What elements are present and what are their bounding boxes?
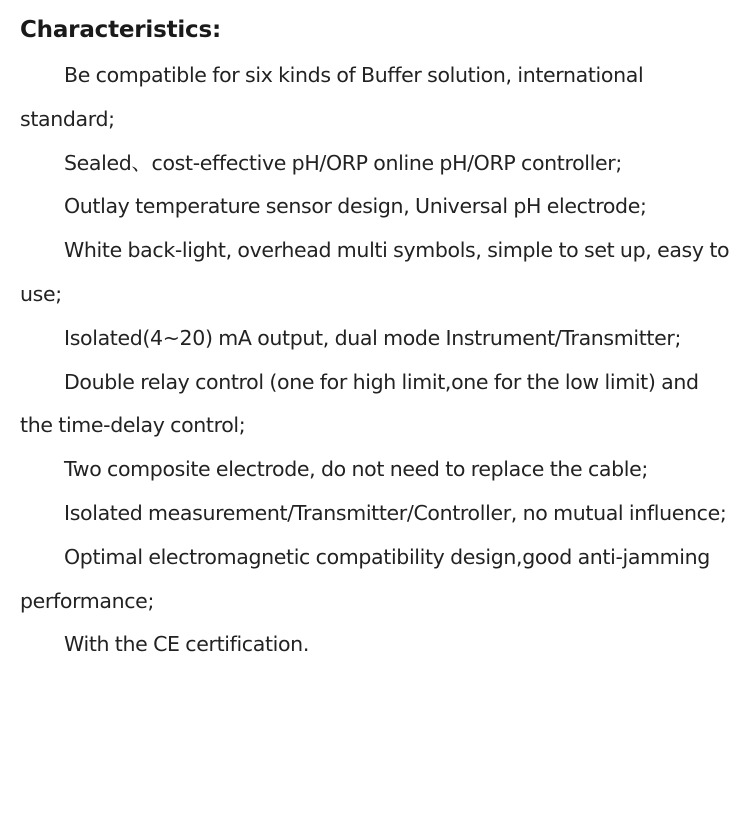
list-item: Two composite electrode, do not need to replace the cable; xyxy=(64,457,648,482)
characteristics-section xyxy=(20,12,732,667)
list-item: With the CE certification. xyxy=(64,632,309,657)
list-item: Isolated measurement/Transmitter/Controller, no mutual influence; xyxy=(64,500,727,525)
list-item: Isolated(4~20) mA output, dual mode Instrument/Transmitter; xyxy=(64,325,682,350)
list-item: Outlay temperature sensor design, Universal pH electrode; xyxy=(64,194,647,219)
list-item: Be compatible for six kinds of Buffer solution, international standard; xyxy=(20,63,644,131)
characteristics-list xyxy=(20,54,732,667)
list-item: White back-light, overhead multi symbols, simple to set up, easy to use; xyxy=(20,238,730,306)
section-heading: Characteristics: xyxy=(20,17,221,43)
list-item: Sealed、cost-effective pH/ORP online pH/ORP controller; xyxy=(64,150,622,175)
list-item: Optimal electromagnetic compatibility design,good anti-jamming performance; xyxy=(20,544,710,613)
list-item: Double relay control (one for high limit,one for the low limit) and the time-delay control; xyxy=(20,369,699,438)
